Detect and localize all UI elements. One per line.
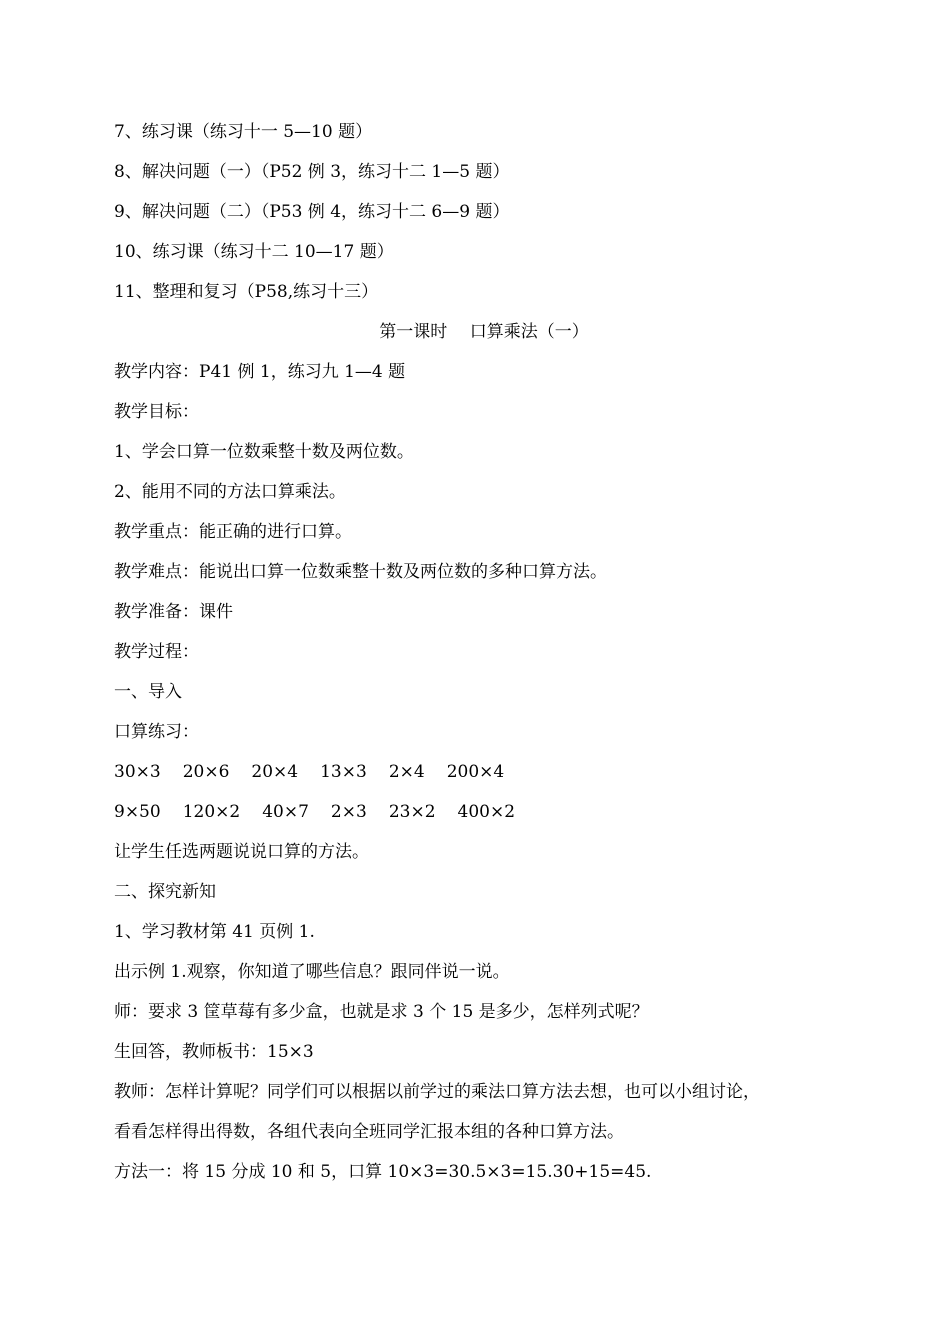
oral-problem: 9×50 (114, 802, 161, 822)
teacher-prompt-line-2: 看看怎样得出得数，各组代表向全班同学汇报本组的各种口算方法。 (114, 1122, 624, 1142)
document-body (114, 112, 844, 1192)
goal-item-2: 2、能用不同的方法口算乘法。 (114, 482, 346, 502)
oral-problem: 13×3 (320, 762, 367, 782)
teaching-content: 教学内容：P41 例 1，练习九 1—4 题 (114, 362, 406, 382)
student-answer: 生回答，教师板书：15×3 (114, 1042, 314, 1062)
oral-problem: 200×4 (446, 762, 505, 782)
oral-problem: 20×6 (182, 762, 230, 782)
oral-practice-label: 口算练习： (114, 722, 199, 742)
outline-item-10: 10、练习课（练习十二 10—17 题） (114, 242, 394, 262)
teacher-question: 师：要求 3 筐草莓有多少盒，也就是求 3 个 15 是多少，怎样列式呢？ (114, 1002, 649, 1022)
oral-practice-row-1 (114, 752, 844, 792)
teaching-preparation: 教学准备：课件 (114, 602, 233, 622)
oral-instruction: 让学生任选两题说说口算的方法。 (114, 842, 369, 862)
oral-problem: 23×2 (388, 802, 436, 822)
teacher-prompt-line-1: 教师：怎样计算呢？同学们可以根据以前学过的乘法口算方法去想，也可以小组讨论， (114, 1082, 760, 1102)
outline-item-11: 11、整理和复习（P58,练习十三） (114, 282, 379, 302)
outline-item-7: 7、练习课（练习十一 5—10 题） (114, 122, 373, 142)
oral-problem: 30×3 (114, 762, 161, 782)
goal-item-1: 1、学会口算一位数乘整十数及两位数。 (114, 442, 414, 462)
teaching-goals-heading: 教学目标： (114, 402, 199, 422)
outline-item-8: 8、解决问题（一）（P52 例 3，练习十二 1—5 题） (114, 162, 510, 182)
show-example: 出示例 1.观察，你知道了哪些信息？跟同伴说一说。 (114, 962, 510, 982)
difficulty-point: 教学难点：能说出口算一位数乘整十数及两位数的多种口算方法。 (114, 562, 607, 582)
oral-practice-row-2 (114, 792, 844, 832)
oral-problem: 20×4 (251, 762, 299, 782)
oral-problem: 400×2 (457, 802, 516, 822)
oral-problem: 2×4 (388, 762, 425, 782)
oral-problem: 120×2 (182, 802, 241, 822)
section-1-heading: 一、导入 (114, 682, 182, 702)
oral-problem: 40×7 (262, 802, 309, 822)
key-point: 教学重点：能正确的进行口算。 (114, 522, 352, 542)
lesson-title: 第一课时 口算乘法（一） (379, 322, 589, 342)
outline-item-9: 9、解决问题（二）（P53 例 4，练习十二 6—9 题） (114, 202, 510, 222)
oral-problem: 2×3 (330, 802, 367, 822)
step-1: 1、学习教材第 41 页例 1. (114, 922, 315, 942)
method-1: 方法一：将 15 分成 10 和 5，口算 10×3=30.5×3=15.30+15=45. (114, 1162, 652, 1182)
section-2-heading: 二、探究新知 (114, 882, 216, 902)
teaching-process-heading: 教学过程： (114, 642, 199, 662)
